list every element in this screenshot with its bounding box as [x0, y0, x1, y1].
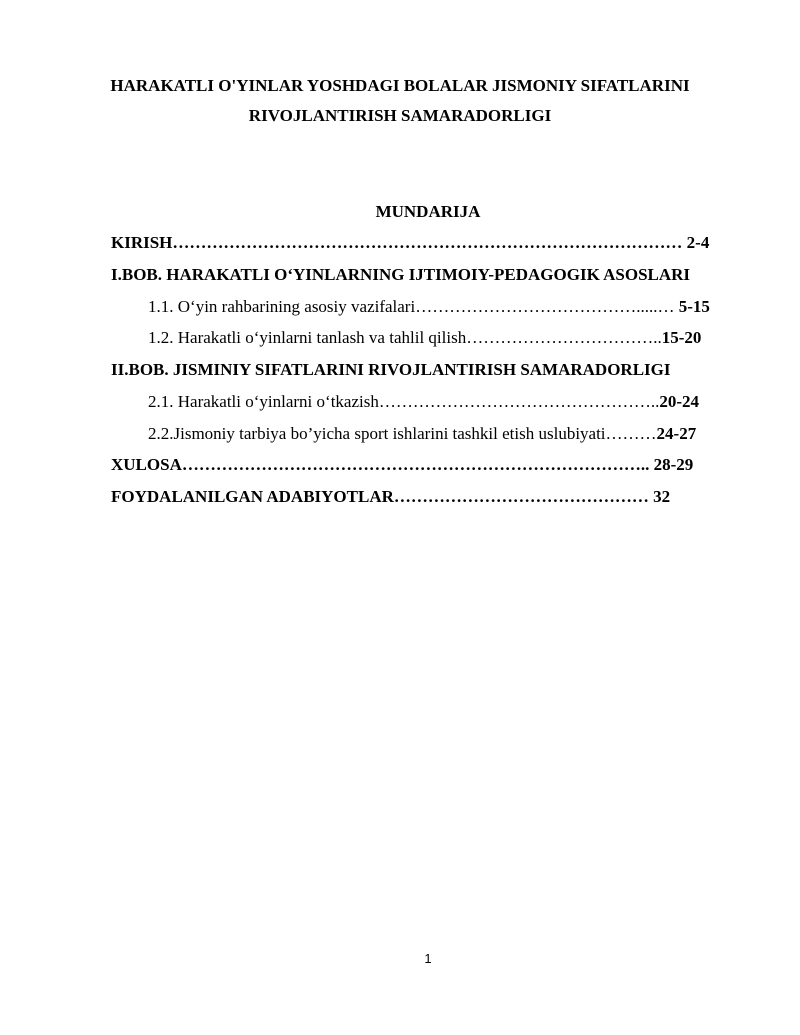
toc-section-1-1 [148, 297, 710, 317]
toc-chapter-2 [111, 360, 671, 380]
toc-entry-page: 2-4 [682, 233, 710, 252]
toc-entry-page: 28-29 [653, 455, 694, 474]
toc-entry-xulosa [111, 455, 693, 475]
toc-section-1-2 [148, 328, 701, 348]
toc-section-2-1 [148, 392, 699, 412]
toc-entry-page: 32 [653, 487, 671, 506]
page-number: 1 [424, 951, 432, 966]
document-title-line-2: RIVOJLANTIRISH SAMARADORLIGI [248, 106, 552, 125]
toc-entry-page: 24-27 [656, 424, 697, 443]
toc-entry-text: XULOSA……………………………………………………………………….. [111, 455, 654, 474]
toc-entry-text: 2.1. Harakatli o‘yinlarni o‘tkazish………………………………………….. [148, 392, 660, 411]
toc-chapter-1 [111, 265, 690, 285]
toc-entry-text: I.BOB. HARAKATLI O‘YINLARNING IJTIMOIY-PEDAGOGIK ASOSLARI [111, 265, 691, 284]
toc-entry-page: 5-15 [678, 297, 710, 316]
toc-entry-text: 1.2. Harakatli o‘yinlarni tanlash va tahlil qilish…………………………….. [148, 328, 662, 347]
toc-section-2-2 [148, 424, 696, 444]
toc-entry-kirish [111, 233, 709, 253]
toc-entry-text: KIRISH……………………………………………………………………………… [111, 233, 683, 252]
toc-entry-text: 1.1. O‘yin rahbarining asosiy vazifalari………………………………….....… [148, 297, 679, 316]
toc-entry-text: II.BOB. JISMINIY SIFATLARINI RIVOJLANTIRISH SAMARADORLIGI [111, 360, 671, 379]
toc-entry-adabiyotlar [111, 487, 670, 507]
toc-entry-page: 20-24 [659, 392, 700, 411]
toc-heading: MUNDARIJA [375, 202, 481, 221]
toc-entry-page: 15-20 [661, 328, 702, 347]
toc-entry-text: 2.2.Jismoniy tarbiya bo’yicha sport ishlarini tashkil etish uslubiyati……… [148, 424, 657, 443]
document-title-line-1: HARAKATLI O'YINLAR YOSHDAGI BOLALAR JISMONIY SIFATLARINI [110, 76, 690, 95]
toc-entry-text: FOYDALANILGAN ADABIYOTLAR……………………………………… [111, 487, 654, 506]
